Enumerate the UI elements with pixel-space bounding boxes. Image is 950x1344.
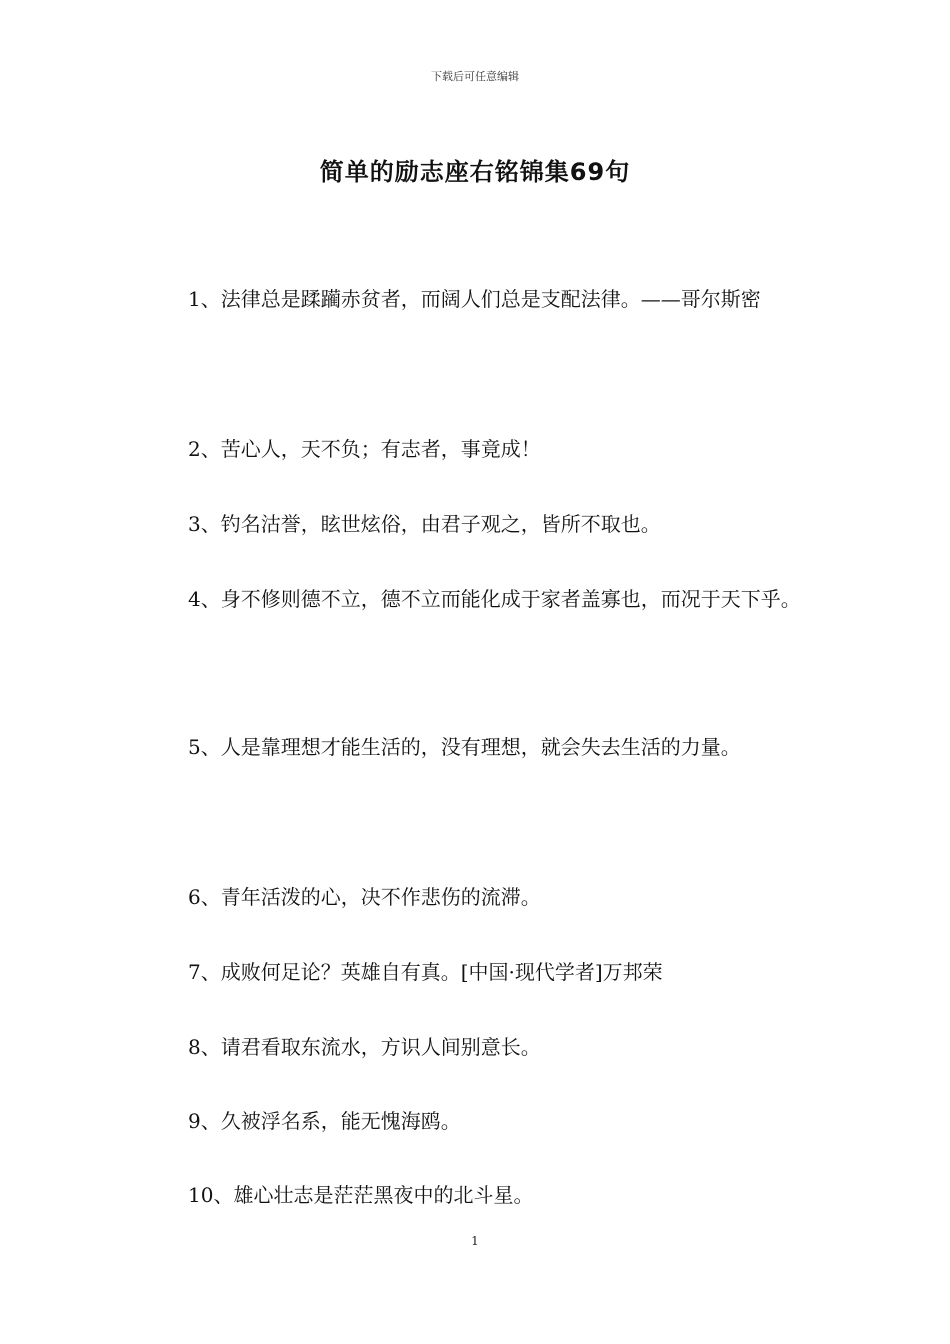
list-item: 10、雄心壮志是茫茫黑夜中的北斗星。: [188, 1183, 534, 1207]
header-note: 下载后可任意编辑: [431, 70, 519, 83]
list-item: 9、久被浮名系，能无愧海鸥。: [188, 1109, 461, 1133]
list-item: 8、请君看取东流水，方识人间别意长。: [188, 1035, 541, 1059]
document-title: 简单的励志座右铭锦集69句: [319, 158, 631, 186]
list-item: 7、成败何足论？英雄自有真。[中国·现代学者]万邦荣: [188, 960, 663, 984]
list-item: 1、法律总是蹂躏赤贫者，而阔人们总是支配法律。——哥尔斯密: [188, 287, 761, 311]
list-item: 2、苦心人，天不负；有志者，事竟成！: [188, 437, 541, 461]
page-number: 1: [471, 1234, 479, 1248]
list-item: 4、身不修则德不立，德不立而能化成于家者盖寡也，而况于天下乎。: [188, 587, 801, 611]
list-item: 6、青年活泼的心，决不作悲伤的流滞。: [188, 885, 541, 909]
list-item: 3、钓名沽誉，眩世炫俗，由君子观之，皆所不取也。: [188, 512, 661, 536]
list-item: 5、人是靠理想才能生活的，没有理想，就会失去生活的力量。: [188, 735, 741, 759]
